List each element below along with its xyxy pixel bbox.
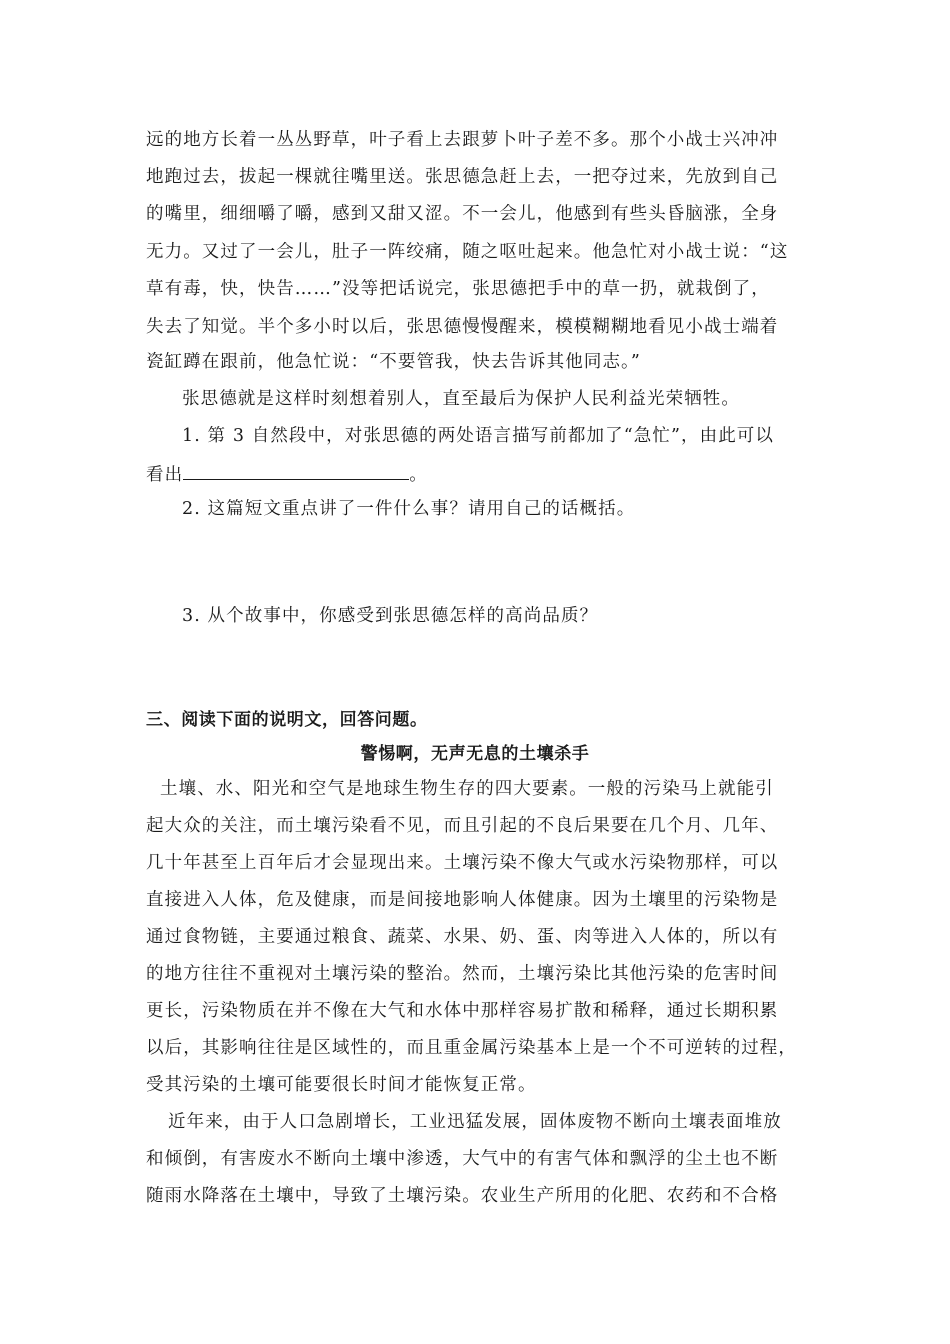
story-closing: 张思德就是这样时刻想着别人，直至最后为保护人民利益光荣牺牲。 bbox=[182, 389, 740, 409]
story-line: 失去了知觉。半个多小时以后，张思德慢慢醒来，模模糊糊地看见小战士端着 bbox=[146, 317, 779, 337]
question-3: 3. 从个故事中，你感受到张思德怎样的高尚品质？ bbox=[182, 606, 599, 626]
section-heading: 三、阅读下面的说明文，回答问题。 bbox=[146, 710, 428, 730]
article-line: 直接进入人体，危及健康，而是间接地影响人体健康。因为土壤里的污染物是 bbox=[146, 890, 779, 910]
article-line: 受其污染的土壤可能要很长时间才能恢复正常。 bbox=[146, 1075, 537, 1095]
article-line: 更长，污染物质在并不像在大气和水体中那样容易扩散和稀释，通过长期积累 bbox=[146, 1001, 779, 1021]
article-line: 通过食物链，主要通过粮食、蔬菜、水果、奶、蛋、肉等进入人体的，所以有 bbox=[146, 927, 779, 947]
question-1: 1. 第 3 自然段中，对张思德的两处语言描写前都加了“急忙”，由此可以 bbox=[182, 426, 775, 446]
article-line: 近年来，由于人口急剧增长，工业迅猛发展，固体废物不断向土壤表面堆放 bbox=[168, 1112, 782, 1132]
article-line: 起大众的关注，而土壤污染看不见，而且引起的不良后果要在几个月、几年、 bbox=[146, 816, 779, 836]
question-2: 2. 这篇短文重点讲了一件什么事？请用自己的话概括。 bbox=[182, 499, 636, 519]
story-line: 远的地方长着一丛丛野草，叶子看上去跟萝卜叶子差不多。那个小战士兴冲冲 bbox=[146, 130, 779, 150]
story-line: 地跑过去，拔起一棵就往嘴里送。张思德急赶上去，一把夺过来，先放到自己 bbox=[146, 167, 779, 187]
answer-blank[interactable] bbox=[183, 461, 409, 480]
story-line: 草有毒，快，快告……”没等把话说完，张思德把手中的草一扔，就栽倒了， bbox=[146, 279, 770, 299]
article-line: 土壤、水、阳光和空气是地球生物生存的四大要素。一般的污染马上就能引 bbox=[160, 779, 774, 799]
article-line: 和倾倒，有害废水不断向土壤中渗透，大气中的有害气体和飘浮的尘土也不断 bbox=[146, 1149, 779, 1169]
question-1-prefix: 看出 bbox=[146, 465, 184, 485]
article-line: 的地方往往不重视对土壤污染的整治。然而，土壤污染比其他污染的危害时间 bbox=[146, 964, 779, 984]
article-title: 警惕啊，无声无息的土壤杀手 bbox=[360, 744, 590, 764]
article-line: 几十年甚至上百年后才会显现出来。土壤污染不像大气或水污染物那样，可以 bbox=[146, 853, 779, 873]
question-1-answer-line bbox=[146, 461, 810, 487]
story-line: 瓷缸蹲在跟前，他急忙说：“不要管我，快去告诉其他同志。” bbox=[146, 352, 641, 372]
story-line: 的嘴里，细细嚼了嚼，感到又甜又涩。不一会儿，他感到有些头昏脑涨，全身 bbox=[146, 204, 779, 224]
question-1-suffix: 。 bbox=[409, 465, 428, 485]
article-line: 以后，其影响往往是区域性的，而且重金属污染基本上是一个不可逆转的过程， bbox=[146, 1038, 797, 1058]
article-line: 随雨水降落在土壤中，导致了土壤污染。农业生产所用的化肥、农药和不合格 bbox=[146, 1186, 779, 1206]
story-line: 无力。又过了一会儿，肚子一阵绞痛，随之呕吐起来。他急忙对小战士说：“这 bbox=[146, 242, 789, 262]
